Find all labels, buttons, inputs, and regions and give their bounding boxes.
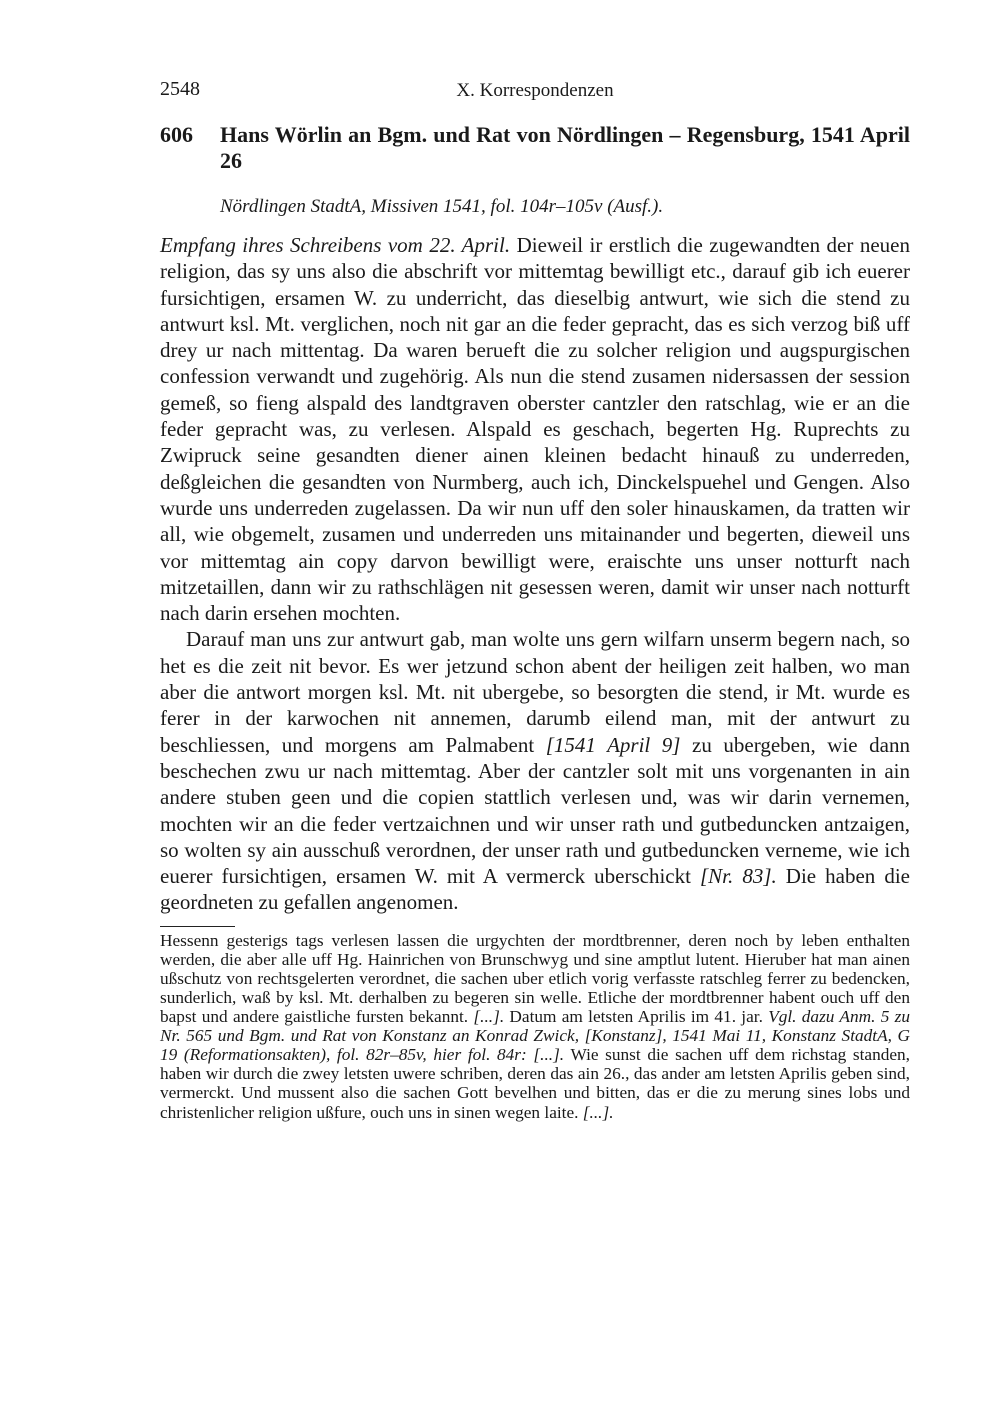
document-title: Hans Wörlin an Bgm. und Rat von Nördlingen – Regensburg, 1541 April 26 (220, 122, 910, 173)
paragraph-1 (160, 232, 910, 626)
paragraph-2-text-b: zu ubergeben, wie dann beschechen zwu ur nach mittemtag. Aber der cantzler solt mit uns vorgenanten in ain andere stuben geen und die copien stattlich verlesen und, was wir darin vernemen, mochten wir an die feder vertzaichnen und wir unser rath und gutbeduncken antzaigen, so wolten sy ain ausschuß verordnen, der unser rath und gutbeduncken verneme, wie ich euerer fursichtigen, ersamen W. mit A vermerck uberschickt (160, 732, 910, 889)
document-heading (160, 122, 910, 174)
editorial-summary: Empfang ihres Schreibens vom 22. April. (160, 233, 511, 257)
footnote-ellipsis-2: [...]. (582, 1102, 614, 1122)
date-annotation: [1541 April 9] (545, 732, 681, 757)
footnote-editorial-note: Vgl. dazu Anm. 5 zu Nr. 565 und Bgm. und Rat von Konstanz an Konrad Zwick, [Konstanz], 1541 Mai 11, Konstanz StadtA, G 19 (Reformationsakten), fol. 82r–85v, hier fol. 84r: [...]. (160, 1007, 910, 1065)
number-reference: [Nr. 83]. (700, 864, 777, 889)
paragraph-1-text: Dieweil ir erstlich die zugewandten der neuen religion, das sy uns also die abschrift vor mittemtag bewilligt etc., darauf gib ich euerer fursichtigen, ersamen W. zu underricht, das dieselbig antwurt, wie sich die stend zu antwurt ksl. Mt. verglichen, noch nit gar an die feder gepracht, das es sich verzog biß uff drey ur nach mittentag. Da waren berueft die zu solcher religion und augspurgischen confession verwandt und zugehörig. Als nun die stend zusamen nidersassen der session gemeß, so fieng alspald des landtgraven oberster cantzler den ratschlag, wie er an die feder gepracht was, zu verlesen. Alspald es geschach, begerten Hg. Ruprechts zu Zwipruck seine gesandten diener ainen kleinen bedacht hinauß zu underreden, deßgleichen die gesandten von Nurmberg, auch ich, Dinckelspuehel und Gengen. Also wurde uns underreden zugelassen. Da wir nun uff den soler hinauskamen, da tratten wir all, wie obgemelt, zusamen und underreden uns mitainander und begerten, dieweil uns vor mittemtag ain copy darvon bewilligt were, eraischte uns unser notturft nach mitzetaillen, dann wir zu rathschlägen nit gesessen weren, damit wir unser nach notturft nach darin ersehen mochten. (160, 233, 910, 626)
footnote (160, 931, 910, 1122)
footnote-rule (160, 926, 235, 927)
footnote-text-2: Datum am letsten Aprilis im 41. jar. (504, 1007, 769, 1027)
main-text (160, 232, 910, 916)
paragraph-2-text-a: Darauf man uns zur antwurt gab, man wolte uns gern wilfarn unserm begern nach, so het es die zeit nit bevor. Es wer jetzund schon abent der heiligen zeit halben, wo man aber die antwort morgen ksl. Mt. nit ubergebe, so besorgten die stend, ir Mt. wurde es ferer in der karwochen nit annemen, darumb eilend man, mit der antwurt zu beschliessen, und morgens am Palmabent (160, 627, 910, 757)
section-title: X. Korrespondenzen (456, 80, 614, 101)
running-head (160, 78, 910, 108)
page-number: 2548 (160, 78, 200, 100)
footnote-text-3: Wie sunst die sachen uff dem richstag standen, haben wir durch die zwey letsten uwere schriben, deren das ain 26., das ander am letsten Aprilis geben sind, vermerckt. Und mussent also die sachen Gott bevelhen und bitten, das er die zu merung sines lobs und christenlicher religion ußfure, ouch uns in sinen wegen laite. (160, 1045, 910, 1122)
paragraph-2-text-c: Die haben die geordneten zu gefallen angenomen. (160, 864, 910, 915)
footnote-text-1: Hessenn gesterigs tags verlesen lassen die urgychten der mordtbrenner, deren noch by leben enthalten werden, die aber alle uff Hg. Hainrichen von Brunschwyg und sine amptlut lutent. Hieruber hat man ainen ußschutz von rechtsgelerten verordnet, die sachen uber etlich vorig verfasste ratschleg ferrer zu bedencken, sunderlich, waß by ksl. Mt. derhalben zu begeren sin welle. Etliche der mordtbrenner habent ouch uff den bapst und andere gaistliche fursten bekannt. (160, 930, 910, 1027)
source-reference: Nördlingen StadtA, Missiven 1541, fol. 104r–105v (Ausf.). (220, 196, 664, 217)
footnote-paragraph (160, 931, 910, 1122)
page (160, 78, 910, 1122)
paragraph-2 (160, 626, 910, 915)
footnote-ellipsis-1: [...]. (473, 1007, 505, 1027)
document-number: 606 (160, 122, 193, 147)
